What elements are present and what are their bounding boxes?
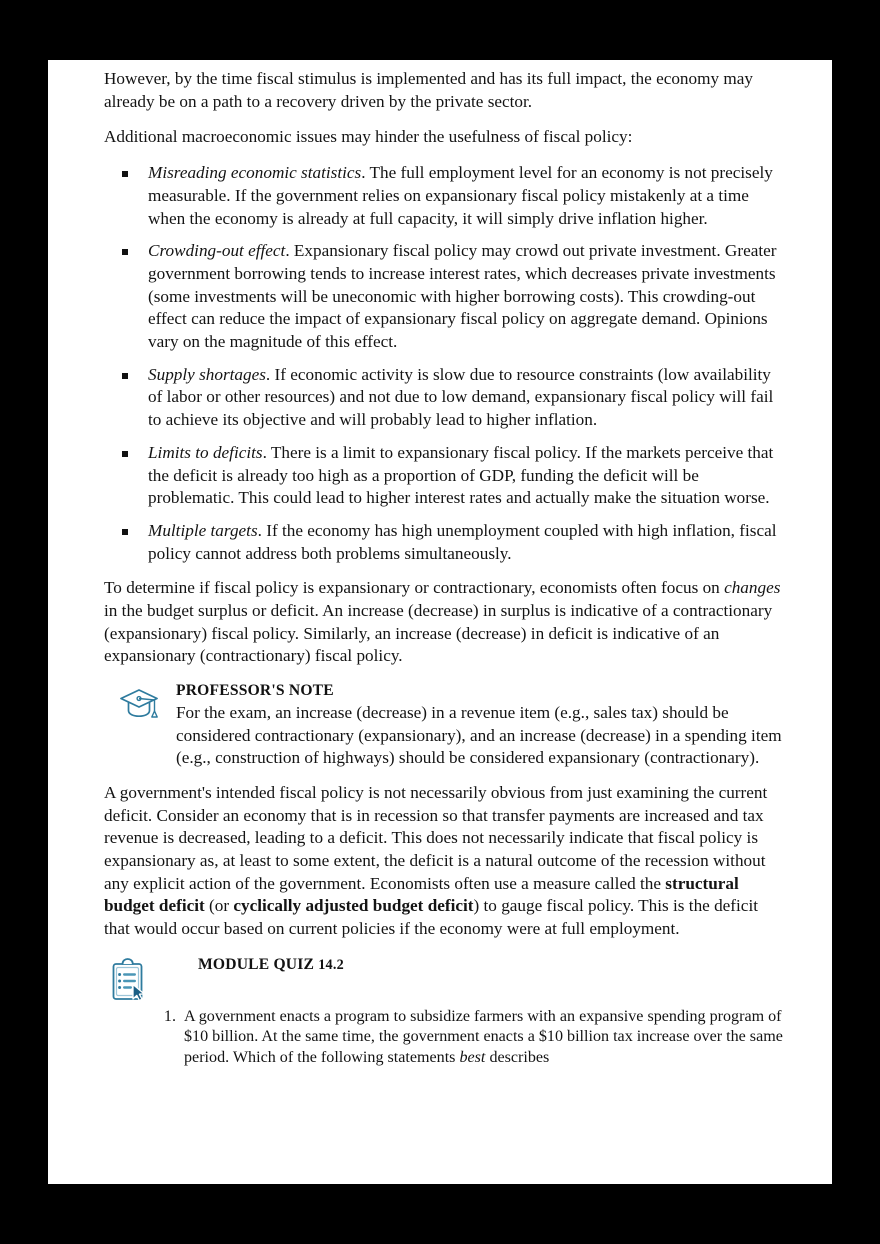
square-bullet-icon: [122, 249, 128, 255]
module-quiz-number: 14.2: [318, 956, 344, 973]
determine-part1: To determine if fiscal policy is expansionary or contractionary, economists often focus on: [104, 578, 725, 598]
intro-paragraph: However, by the time fiscal stimulus is implemented and has its full impact, the economy may already be on a path to a recovery driven by the private sector.: [104, 69, 753, 111]
graduation-cap-icon: [116, 681, 164, 725]
structural-bold-term-1: structural budget deficit: [104, 873, 739, 916]
bullet-text: . Expansionary fiscal policy may crowd out private investment. Greater government borrowing tends to increase interest rates, which decreases private investments (some investments will be uneconomic with higher borrowing costs). This crowding-out effect can reduce the impact of expansionary fiscal policy on aggregate demand. Opinions vary on the magnitude of this effect.: [148, 241, 777, 352]
list-item: [180, 1007, 788, 1068]
bullet-text: . There is a limit to expansionary fiscal policy. If the markets perceive that the deficit is already too high as a proportion of GDP, funding the deficit will be problematic. This could lead to higher interest rates and actually make the situation worse.: [148, 442, 774, 508]
bullet-term: Multiple targets: [148, 520, 258, 540]
question-part2: describes: [485, 1048, 550, 1066]
square-bullet-icon: [122, 451, 128, 457]
structural-bold-term-2: cyclically adjusted budget deficit: [233, 896, 474, 916]
square-bullet-icon: [122, 373, 128, 379]
bullet-text: . If the economy has high unemployment coupled with high inflation, fiscal policy cannot address both problems simultaneously.: [148, 520, 777, 563]
list-item: [104, 442, 788, 510]
bullet-text: . If economic activity is slow due to resource constraints (low availability of labor or other resources) and not due to low demand, expansionary fiscal policy will fail to achieve its objective and will probably lead to higher inflation.: [148, 364, 774, 430]
list-item: [104, 240, 788, 354]
determine-paragraph: [104, 577, 788, 668]
question-part1: A government enacts a program to subsidize farmers with an expansive spending program of $10 billion. At the same time, the government enacts a $10 billion tax increase over the same period. Which of the following statements: [184, 1007, 783, 1066]
clipboard-icon: [108, 957, 150, 1005]
structural-part3: ) to gauge fiscal policy. This is the deficit that would occur based on current policies if the economy were at full employment.: [104, 896, 758, 939]
structural-part2: (or: [204, 896, 234, 916]
module-quiz-label: MODULE QUIZ: [198, 955, 315, 973]
professors-note-callout: [104, 681, 788, 770]
list-item: [104, 364, 788, 432]
determine-emphasis: changes: [724, 578, 781, 598]
square-bullet-icon: [122, 171, 128, 177]
module-quiz-title: [198, 955, 788, 975]
document-page: [48, 60, 832, 1184]
bullet-text: . The full employment level for an economy is not precisely measurable. If the government relies on expansionary fiscal policy mistakenly at a time when the economy is already at full capacity, it will simply drive inflation higher.: [148, 163, 773, 228]
bullet-term: Limits to deficits: [148, 442, 263, 462]
question-emphasis: best: [459, 1048, 486, 1066]
quiz-question-list: [104, 1007, 788, 1068]
lead-in-paragraph: Additional macroeconomic issues may hinder the usefulness of fiscal policy:: [104, 127, 633, 147]
bullet-term: Crowding-out effect: [148, 241, 286, 261]
list-item: [104, 162, 788, 230]
bullet-term: Supply shortages: [148, 364, 266, 384]
square-bullet-icon: [122, 529, 128, 535]
module-quiz-callout: [104, 955, 788, 995]
structural-deficit-paragraph: [104, 782, 788, 941]
structural-part1: A government's intended fiscal policy is not necessarily obvious from just examining the current deficit. Consider an economy that is in recession so that transfer payments are increased and tax revenue is decreased, leading to a deficit. This does not necessarily indicate that fiscal policy is expansionary as, at least to some extent, the deficit is a natural outcome of the recession without any explicit action of the government. Economists often use a measure called the: [104, 782, 768, 893]
bullet-term: Misreading economic statistics: [148, 163, 362, 183]
issues-bullet-list: [104, 162, 788, 565]
list-item: [104, 520, 788, 565]
page-content: [48, 60, 832, 1068]
professors-note-title: PROFESSOR'S NOTE: [176, 682, 334, 700]
professors-note-body: For the exam, an increase (decrease) in a revenue item (e.g., sales tax) should be considered contractionary (expansionary), and an increase (decrease) in a spending item (e.g., construction of highways) should be considered expansionary (contractionary).: [176, 703, 782, 768]
determine-part2: in the budget surplus or deficit. An increase (decrease) in surplus is indicative of a contractionary (expansionary) fiscal policy. Similarly, an increase (decrease) in deficit is indicative of an expansionary (contractionary) fiscal policy.: [104, 601, 773, 666]
